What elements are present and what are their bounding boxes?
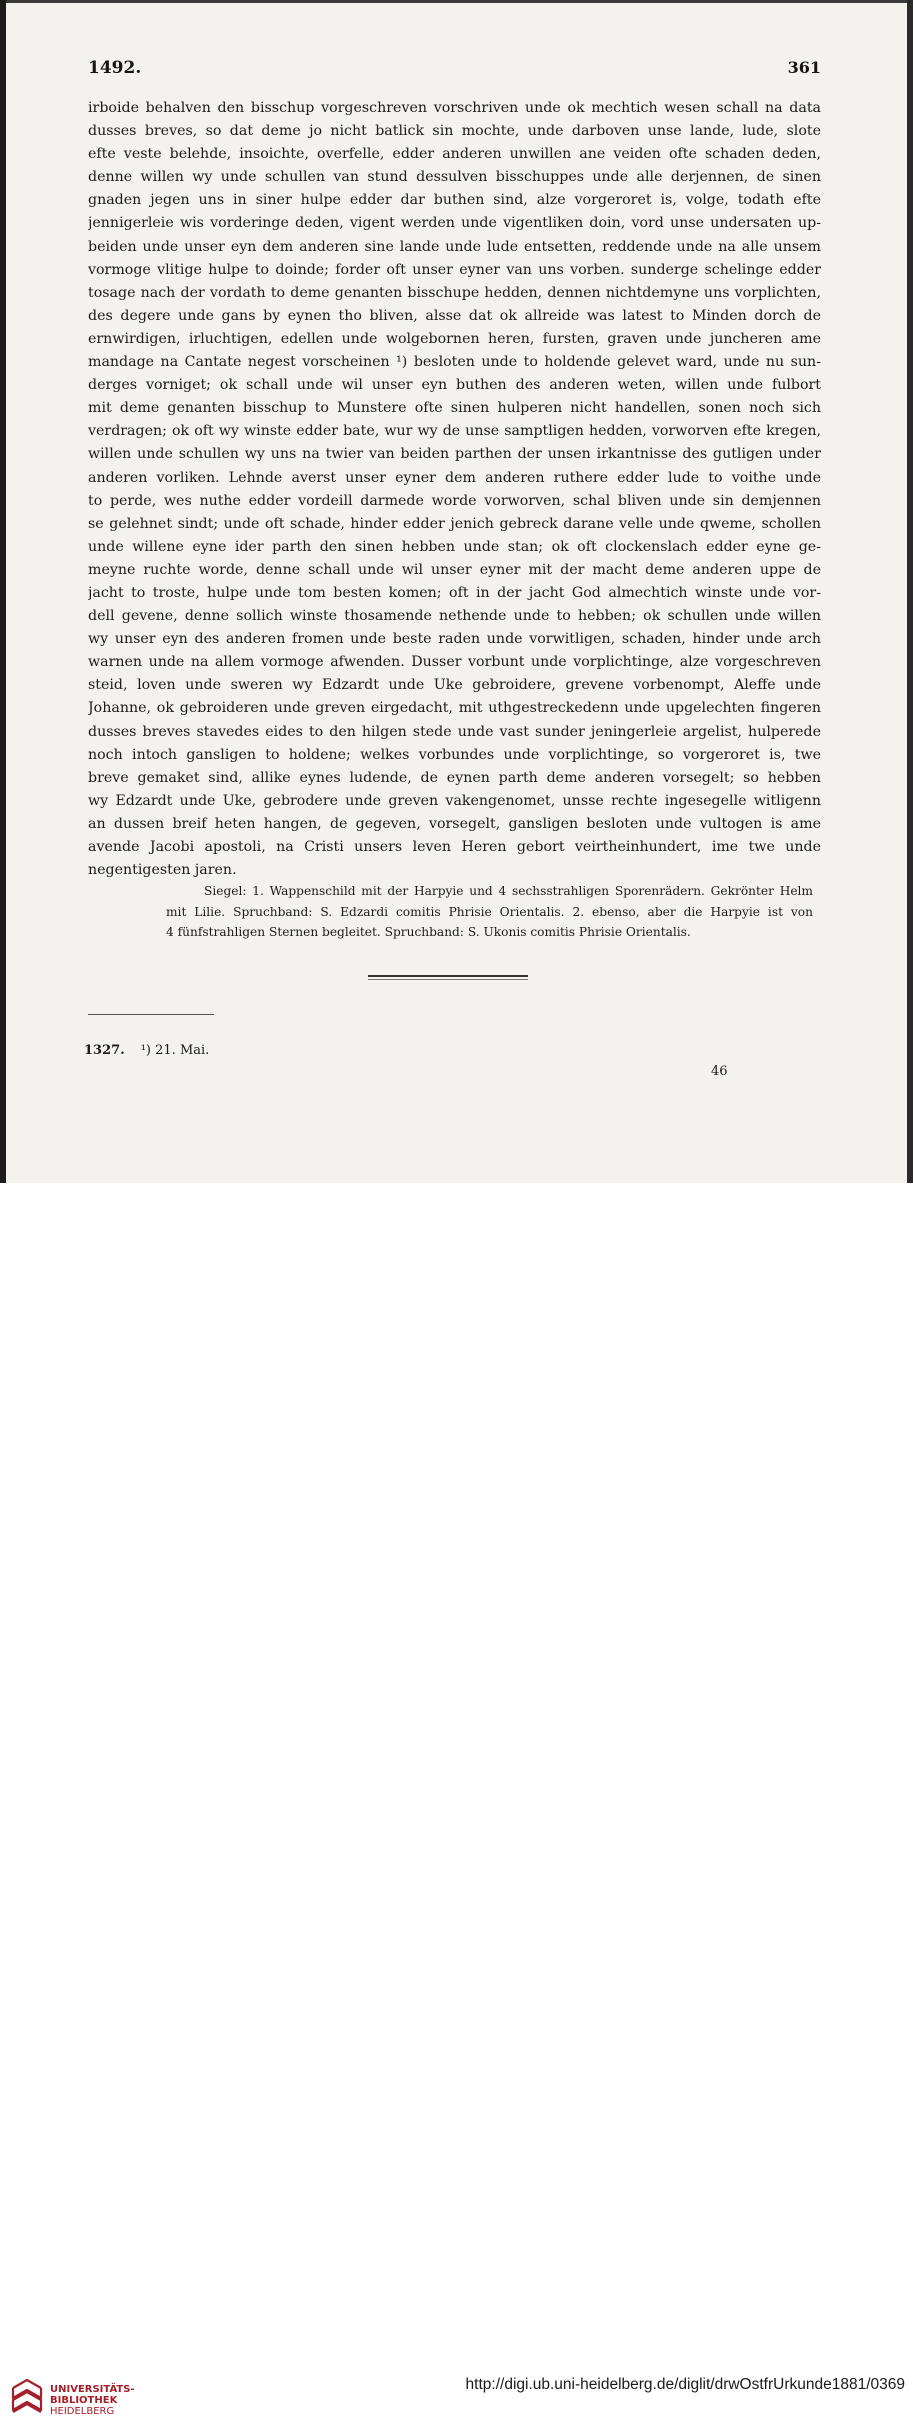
- seal-line: mit Lilie. Spruchband: S. Edzardi comitis Phrisie Orientalis. 2. ebenso, aber die Harpyie ist von: [166, 904, 813, 919]
- body-line: anderen vorliken. Lehnde averst unser eyner dem anderen ruthere edder lude to voithe unde: [88, 469, 821, 486]
- source-url-link[interactable]: http://digi.ub.uni-heidelberg.de/diglit/drwOstfrUrkunde1881/0369: [465, 2376, 905, 2393]
- body-line: ernwirdigen, irluchtigen, edellen unde wolgebornen heren, fursten, graven unde juncheren ame: [88, 330, 821, 347]
- body-line: efte veste belehde, insoichte, overfelle, edder anderen unwillen ane veiden ofte schaden deden,: [88, 146, 821, 163]
- body-line: wy Edzardt unde Uke, gebrodere unde greven vakengenomet, unsse rechte ingesegelle witligenn: [88, 792, 821, 809]
- body-line: noch intoch gansligen to holdene; welkes vorbundes unde vorplichtinge, so vorgeroret is, twe: [88, 746, 821, 763]
- body-line: vormoge vlitige hulpe to doinde; forder oft unser eyner van uns vorben. sunderge schelinge edder: [88, 261, 821, 278]
- library-name: [50, 2384, 135, 2417]
- body-line: steid, loven unde sweren wy Edzardt unde Uke gebroidere, grevene vorbenompt, Aleffe unde: [88, 677, 821, 694]
- body-line: breve gemaket sind, allike eynes ludende, de eynen parth deme anderen vorsegelt; so hebben: [88, 769, 821, 786]
- section-rule: [368, 975, 528, 977]
- body-line: jennigerleie wis vorderinge deden, vigent werden unde vigentliken doin, vord unse undersaten up-: [88, 215, 821, 232]
- scanned-page: [0, 0, 913, 1183]
- body-line: to perde, wes nuthe edder vordeill darmede worde vorworven, schal bliven unde sin demjennen: [88, 492, 821, 509]
- body-line: wy unser eyn des anderen fromen unde beste raden unde vorwitligen, schaden, hinder unde arch: [88, 631, 821, 648]
- seal-line: 4 fünfstrahligen Sternen begleitet. Spruchband: S. Ukonis comitis Phrisie Orientalis.: [166, 925, 691, 939]
- footnote-text: ¹) 21. Mai.: [140, 1043, 210, 1058]
- body-line: tosage nach der vordath to deme genanten bisschupe hedden, dennen nichtdemyne uns vorplichten,: [88, 284, 821, 301]
- body-line: verdragen; ok oft wy winste edder bate, wur wy de unse samptligen hedden, vorworven efte kregen,: [88, 423, 821, 440]
- seal-description: [88, 881, 813, 943]
- signature-mark: 46: [711, 1064, 728, 1079]
- body-line: mit deme genanten bisschup to Munstere ofte sinen hulperen nicht handellen, sonen noch sich: [88, 400, 821, 417]
- page-number: 361: [787, 58, 821, 77]
- footnote-rule: [88, 1014, 214, 1015]
- body-line: negentigesten jaren.: [88, 862, 237, 879]
- header-year: 1492.: [88, 58, 142, 78]
- library-name-line2: BIBLIOTHEK: [50, 2395, 118, 2406]
- scan-border-top: [0, 0, 913, 3]
- body-line: jacht to troste, hulpe unde tom besten komen; oft in der jacht God almechtich winste unde vor-: [88, 584, 821, 601]
- body-line: unde willene eyne ider parth den sinen hebben unde stan; ok oft clockenslach edder eyne ge-: [88, 538, 821, 555]
- body-line: gnaden jegen uns in siner hulpe edder dar buthen sind, alze vorgeroret is, volge, todath efte: [88, 192, 821, 209]
- body-line: beiden unde unser eyn dem anderen sine lande unde lude entsetten, reddende unde na alle unsem: [88, 238, 821, 255]
- body-line: an dussen breif heten hangen, de gegeven, vorsegelt, gansligen besloten unde vultogen is ame: [88, 815, 821, 832]
- university-library-logo-icon: [10, 2376, 44, 2418]
- body-line: dusses breves stavedes eides to den hilgen stede unde vast sunder jeningerleie argelist, hulperede: [88, 723, 821, 740]
- body-line: dusses breves, so dat deme jo nicht batlick sin mochte, unde darboven unse lande, lude, slote: [88, 123, 821, 140]
- section-rule-thin: [368, 979, 528, 980]
- body-line: mandage na Cantate negest vorscheinen ¹) besloten unde to holdende gelevet ward, unde nu sun-: [88, 354, 821, 371]
- document-body: [88, 97, 821, 882]
- body-line: willen unde schullen wy uns na twier van beiden parthen der unsen irkantnisse des gutligen under: [88, 446, 821, 463]
- body-line: avende Jacobi apostoli, na Cristi unsers leven Heren gebort veirtheinhundert, ime twe unde: [88, 839, 821, 855]
- body-line: meyne ruchte worde, denne schall unde wil unser eyner mit der macht deme anderen uppe de: [88, 561, 821, 578]
- body-line: derges vorniget; ok schall unde wil unser eyn buthen des anderen weten, willen unde fulbort: [88, 377, 821, 394]
- body-line: denne willen wy unde schullen van stund dessulven bisschuppes unde alle derjennen, de sinen: [88, 169, 821, 186]
- body-line: irboide behalven den bisschup vorgeschreven vorschriven unde ok mechtich wesen schall na data: [88, 100, 821, 116]
- scan-border-right: [907, 0, 913, 1183]
- scan-border-left: [0, 0, 6, 1183]
- body-line: se gelehnet sindt; unde oft schade, hinder edder jenich gebreck darane velle unde qweme, schollen: [88, 515, 821, 532]
- body-line: Johanne, ok gebroideren unde greven eirgedacht, mit uthgestreckedenn unde upgelechten fingeren: [88, 700, 821, 717]
- body-line: dell gevene, denne sollich winste thosamende nethende unde to hebben; ok schullen unde willen: [88, 608, 821, 625]
- footnote: [84, 1043, 209, 1058]
- body-line: warnen unde na allem vormoge afwenden. Dusser vorbunt unde vorplichtinge, alze vorgeschreven: [88, 654, 821, 671]
- library-footer-bar: [0, 1183, 913, 2417]
- seal-line: Siegel: 1. Wappenschild mit der Harpyie und 4 sechsstrahligen Sporenrädern. Gekrönter Helm: [204, 884, 813, 898]
- footnote-number: 1327.: [84, 1043, 125, 1058]
- library-name-line3: HEIDELBERG: [50, 2406, 115, 2417]
- library-name-line1: UNIVERSITÄTS-: [50, 2384, 135, 2395]
- body-line: des degere unde gans by eynen tho bliven, alsse dat ok allreide was latest to Minden dorch de: [88, 307, 821, 324]
